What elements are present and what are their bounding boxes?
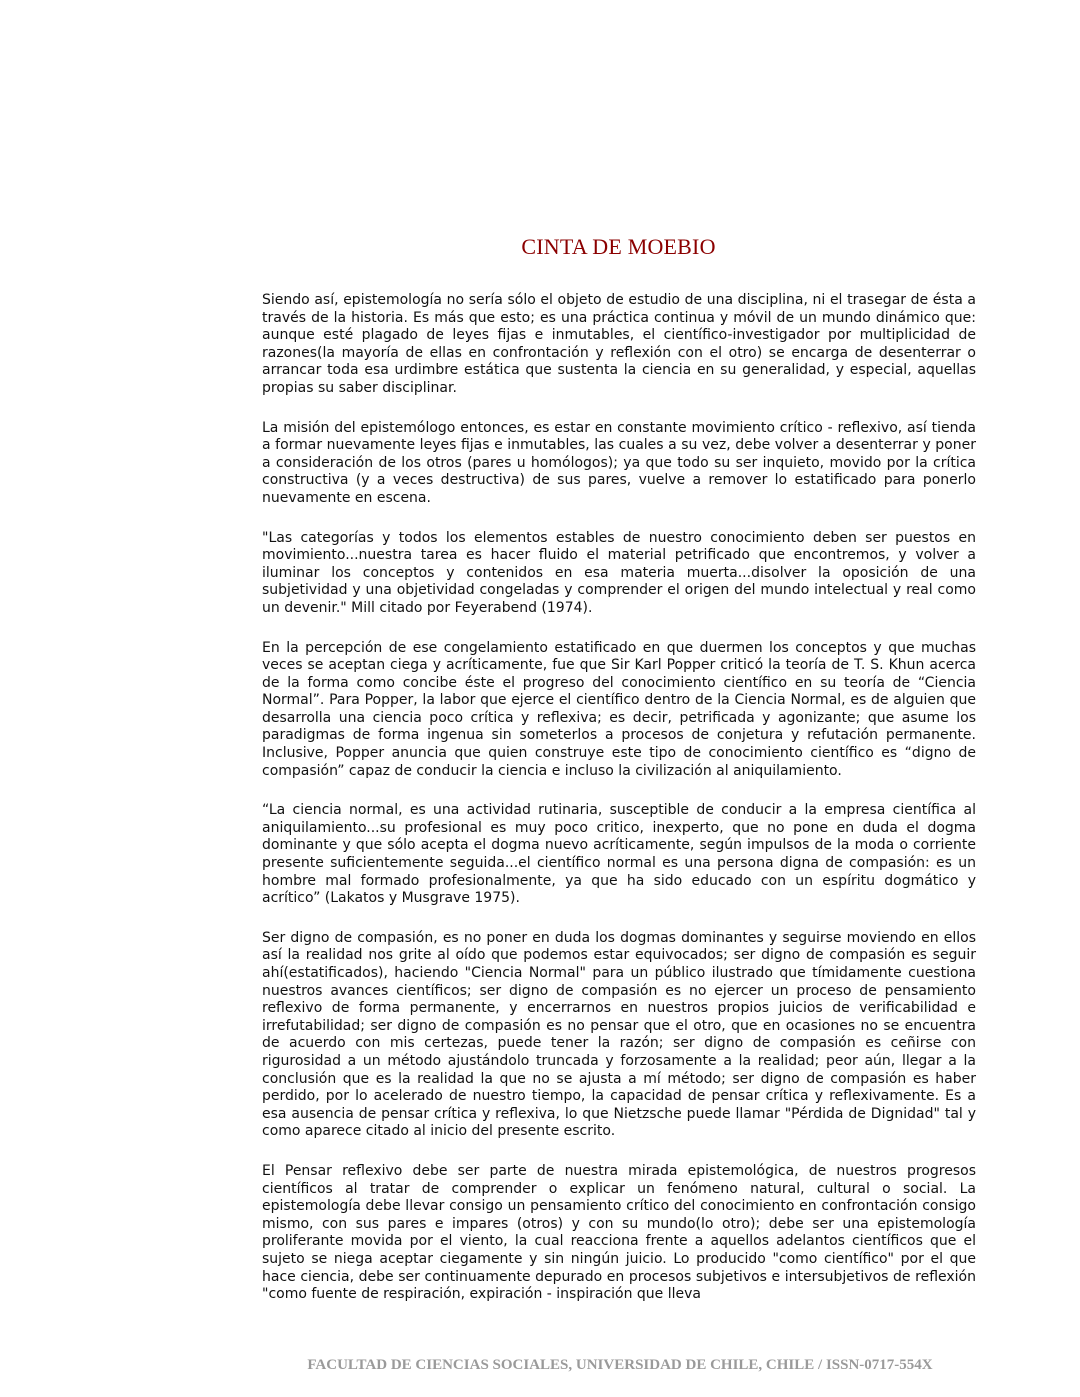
article-body <box>262 292 976 1326</box>
paragraph: Ser digno de compasión, es no poner en duda los dogmas dominantes y seguirse moviendo en ellos así la realidad nos grite al oído que podemos estar equivocados; ser digno de compasión es seguir ahí(estatificados), haciendo "Ciencia Normal" para un público ilustrado que tímidamente cuestiona nuestros avances científicos; ser digno de compasión es no ejercer un proceso de pensamiento reflexivo de forma permanente, y encerrarnos en nuestros propios juicios de verificabilidad e irrefutabilidad; ser digno de compasión es no pensar que el otro, que en ocasiones no se encuentra de acuerdo con mis certezas, puede tener la razón; ser digno de compasión es ceñirse con rigurosidad a un método ajustándolo truncada y forzosamente a la realidad; peor aún, llegar a la conclusión que es la realidad la que no se ajusta a mí método; ser digno de compasión es haber perdido, por lo acelerado de nuestro tiempo, la capacidad de pensar crítica y reflexivamente. Es a esa ausencia de pensar crítica y reflexiva, lo que Nietzsche puede llamar "Pérdida de Dignidad" tal y como aparece citado al inicio del presente escrito. <box>262 929 976 1140</box>
journal-title: CINTA DE MOEBIO <box>521 234 716 259</box>
quote-paragraph: “La ciencia normal, es una actividad rutinaria, susceptible de conducir a la empresa científica al aniquilamiento...su profesional es muy poco critico, inexperto, que no pone en duda el dogma dominante y que sólo acepta el dogma nuevo acríticamente, según impulsos de la moda o corriente presente suficientemente seguida...el científico normal es una persona digna de compasión: es un hombre mal formado profesionalmente, ya que ha sido educado con un espíritu dogmático y acrítico” (Lakatos y Musgrave 1975). <box>262 802 976 907</box>
quote-paragraph: "Las categorías y todos los elementos estables de nuestro conocimiento deben ser puestos en movimiento...nuestra tarea es hacer fluido el material petrificado que encontremos, y volver a iluminar los conceptos y contenidos en esa materia muerta...disolver la oposición de una subjetividad y una objetividad congeladas y comprender el origen del mundo intelectual y real como un devenir." Mill citado por Feyerabend (1974). <box>262 529 976 616</box>
paragraph: Siendo así, epistemología no sería sólo el objeto de estudio de una disciplina, ni el trasegar de ésta a través de la historia. Es más que esto; es una práctica continua y móvil de un mundo dinámico que: aunque esté plagado de leyes fijas e inmutables, el científico-investigador por multiplicidad de razones(la mayoría de ellas en confrontación y reflexión con el otro) se encarga de desenterrar o arrancar toda esa urdimbre estática que sustenta la ciencia en su generalidad, y especial, aquellas propias su saber disciplinar. <box>262 292 976 396</box>
page-footer: FACULTAD DE CIENCIAS SOCIALES, UNIVERSIDAD DE CHILE, CHILE / ISSN-0717-554X <box>307 1357 933 1373</box>
paragraph: En la percepción de ese congelamiento estatificado en que duermen los conceptos y que muchas veces se aceptan ciega y acríticamente, fue que Sir Karl Popper criticó la teoría de T. S. Khun acerca de la forma como concibe éste el progreso del conocimiento científico en su teoría de “Ciencia Normal”. Para Popper, la labor que ejerce el científico dentro de la Ciencia Normal, es de alguien que desarrolla una ciencia poco crítica y reflexiva; es decir, petrificada y agonizante; que asume los paradigmas de forma ingenua sin someterlos a procesos de conjetura y refutación permanente. Inclusive, Popper anuncia que quien construye este tipo de conocimiento científico es “digno de compasión” capaz de conducir la ciencia e incluso la civilización al aniquilamiento. <box>262 639 976 779</box>
paragraph: El Pensar reflexivo debe ser parte de nuestra mirada epistemológica, de nuestros progresos científicos al tratar de comprender o explicar un fenómeno natural, cultural o social. La epistemología debe llevar consigo un pensamiento crítico del conocimiento en confrontación consigo mismo, con sus pares e impares (otros) y con su mundo(lo otro); debe ser una epistemología proliferante movida por el viento, la cual reacciona frente a aquellos adelantos científicos que el sujeto se niega aceptar ciegamente y sin ningún juicio. Lo producido "como científico" por el que hace ciencia, debe ser continuamente depurado en procesos subjetivos e intersubjetivos de reflexión "como fuente de respiración, expiración - inspiración que lleva <box>262 1162 976 1303</box>
paragraph: La misión del epistemólogo entonces, es estar en constante movimiento crítico - reflexivo, así tienda a formar nuevamente leyes fijas e inmutables, las cuales a su vez, debe volver a desenterrar y poner a consideración de los otros (pares u homólogos); ya que todo su ser inquieto, movido por la crítica constructiva (y a veces destructiva) de sus pares, vuelve a remover lo estatificado para ponerlo nuevamente en escena. <box>262 419 976 506</box>
